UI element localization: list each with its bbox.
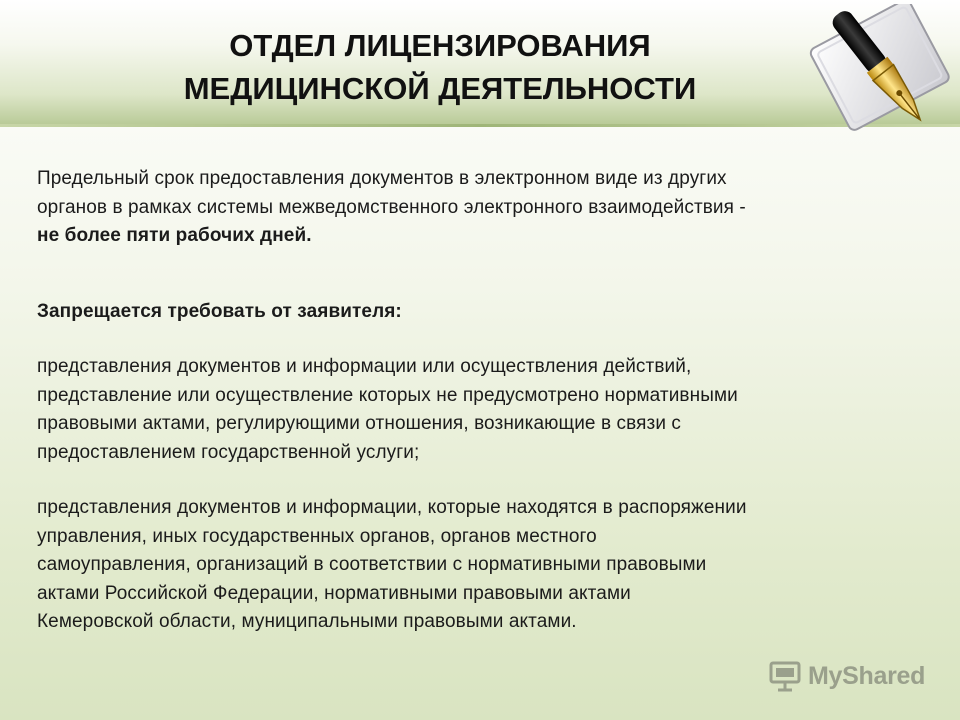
presentation-board-icon xyxy=(768,659,802,693)
para1-line2: органов в рамках системы межведомственного электронного взаимодействия - xyxy=(37,196,746,218)
slide-body xyxy=(37,165,932,637)
section-heading: Запрещается требовать от заявителя: xyxy=(37,300,402,322)
item2-line4: актами Российской Федерации, нормативными правовыми актами xyxy=(37,582,631,604)
item2-line5: Кемеровской области, муниципальными правовыми актами. xyxy=(37,611,577,632)
watermark-text: MyShared xyxy=(808,661,926,690)
item2-line3: самоуправления, организаций в соответствии с нормативными правовыми xyxy=(37,554,707,575)
item1-line2: представление или осуществление которых не предусмотрено нормативными xyxy=(37,384,738,406)
item1-line3: правовыми актами, регулирующими отношения, возникающие в связи с xyxy=(37,413,682,434)
list-item-2 xyxy=(37,494,932,637)
title-line-1: ОТДЕЛ ЛИЦЕНЗИРОВАНИЯ xyxy=(229,28,651,63)
slide-title xyxy=(40,24,840,110)
item1-line4: предоставлением государственной услуги; xyxy=(37,441,420,463)
item1-line1: представления документов и информации или осуществления действий, xyxy=(37,356,692,377)
fountain-pen-icon xyxy=(808,4,958,134)
list-item-1 xyxy=(37,353,932,467)
para1-bold: не более пяти рабочих дней. xyxy=(37,225,312,246)
title-line-2: МЕДИЦИНСКОЙ ДЕЯТЕЛЬНОСТИ xyxy=(183,71,697,106)
para1-line1: Предельный срок предоставления документов в электронном виде из других xyxy=(37,168,727,189)
myshared-watermark[interactable] xyxy=(768,656,925,696)
item2-line2: управления, иных государственных органов, органов местного xyxy=(37,525,597,547)
item2-line1: представления документов и информации, которые находятся в распоряжении xyxy=(37,497,747,518)
